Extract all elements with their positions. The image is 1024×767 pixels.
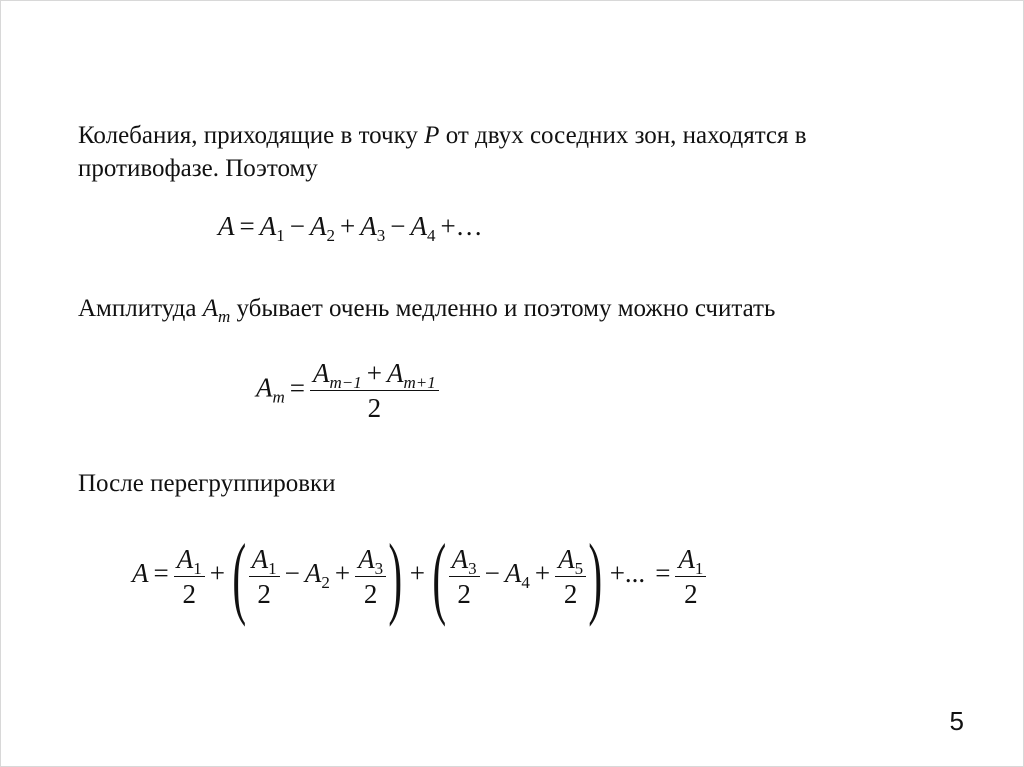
right-paren: ) <box>388 525 403 627</box>
fraction: $\frac{A_1}{2}$ <box>675 542 706 611</box>
paragraph-regroup: После перегруппировки <box>78 470 336 497</box>
page-number: 5 <box>949 706 964 736</box>
fraction: $\frac{A_5}{2}$ <box>555 542 586 611</box>
left-paren: ( <box>232 525 247 627</box>
paragraph-amplitude: Амплитуда $A_m$ убывает очень медленно и поэтому можно считать <box>78 295 776 326</box>
fraction: $\frac{A_3}{2}$ <box>449 542 480 611</box>
paragraph-intro-line2: противофазе. Поэтому <box>78 155 318 182</box>
formula-amplitude-average: $A_m$ = $\frac{A_{m-1} + A_{m+1}}{2}$ <box>256 356 439 425</box>
fraction: $\frac{A_1}{2}$ <box>174 542 205 611</box>
paragraph-intro <box>78 119 807 185</box>
point-variable: P <box>424 122 440 149</box>
fraction: $\frac{A_1}{2}$ <box>249 542 280 611</box>
formula-regrouped-sum: A = $\frac{A_1}{2}$ +( $\frac{A_1}{2}$ − $A_2$ + $\frac{A_3}{2}$ ) +( $\frac{A_3}{2}$ − $A_4$ + $\frac{A_5}{2}$ ) +... = $\frac{A_1}{2}$ <box>132 530 706 622</box>
formula-alternating-sum: $A = A_1 - A_2 + A_3 - A_4$ +… <box>218 211 483 245</box>
left-paren: ( <box>432 525 447 627</box>
paragraph-intro-line1: Колебания, приходящие в точку P от двух соседних зон, находятся в <box>78 122 807 149</box>
fraction: $\frac{A_{m-1} + A_{m+1}}{2}$ <box>310 356 439 425</box>
right-paren: ) <box>588 525 603 627</box>
fraction: $\frac{A_3}{2}$ <box>355 542 386 611</box>
